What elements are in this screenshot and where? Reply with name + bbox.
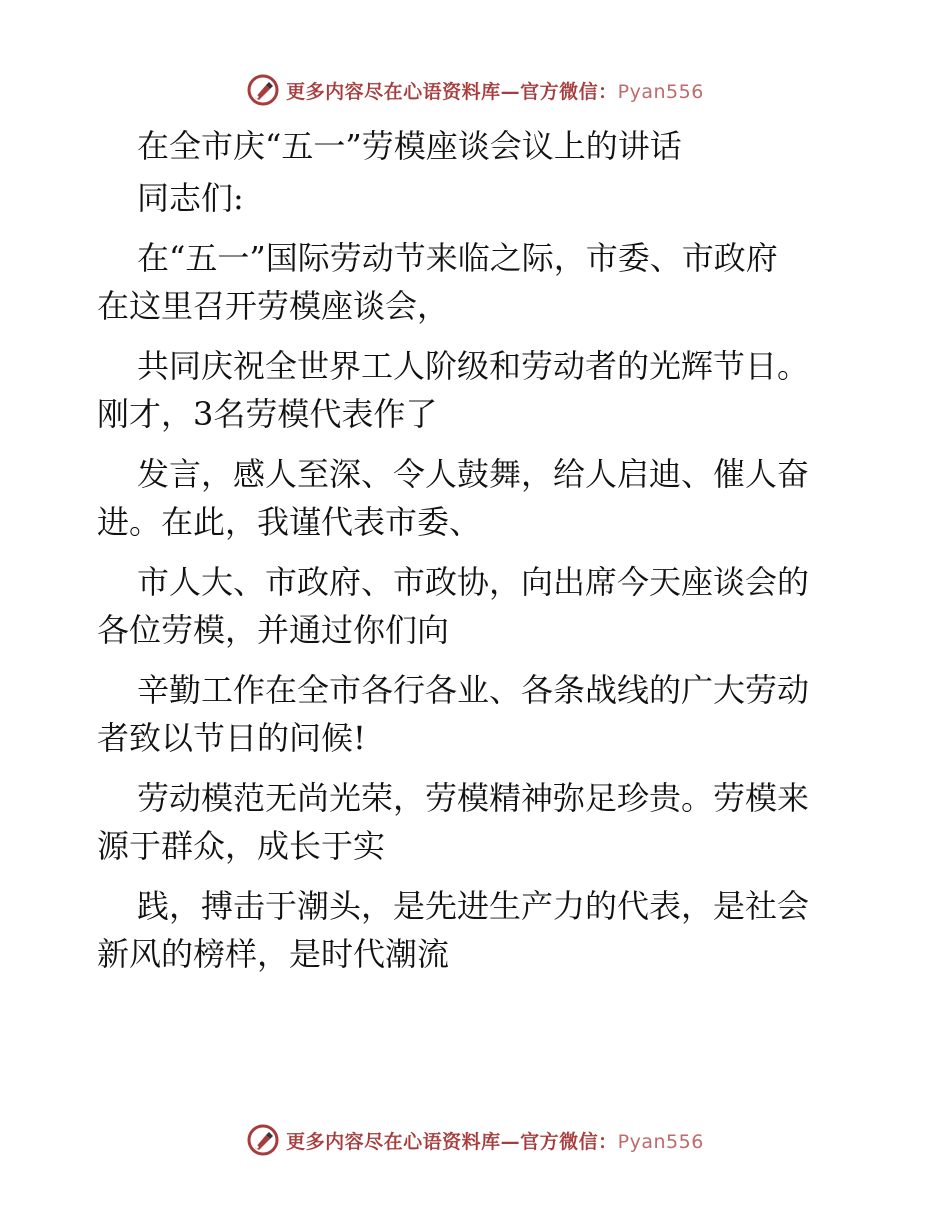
greeting: 同志们: — [137, 179, 244, 217]
body-line: 各位劳模，并通过你们向 — [97, 611, 450, 649]
body-line: 共同庆祝全世界工人阶级和劳动者的光辉节日。 — [137, 347, 810, 385]
body-line: 劳动模范无尚光荣，劳模精神弥足珍贵。劳模来 — [137, 779, 810, 817]
pen-logo-icon — [246, 73, 280, 107]
document-title: 在全市庆“五一”劳模座谈会议上的讲话 — [137, 127, 682, 165]
wechat-id: Pyan556 — [617, 80, 704, 103]
body-line: 进。在此，我谨代表市委、 — [97, 503, 482, 541]
pen-logo-icon — [246, 1123, 280, 1157]
body-line: 发言，感人至深、令人鼓舞，给人启迪、催人奋 — [137, 455, 810, 493]
body-line: 源于群众，成长于实 — [97, 827, 386, 865]
footer-banner — [0, 1120, 950, 1160]
body-line: 辛勤工作在全市各行各业、各条战线的广大劳动 — [137, 671, 810, 709]
document-body — [97, 122, 857, 978]
body-line: 在这里召开劳模座谈会， — [97, 287, 450, 325]
header-banner — [0, 70, 950, 110]
body-line: 者致以节日的问候! — [97, 719, 366, 757]
body-line: 践，搏击于潮头，是先进生产力的代表，是社会 — [137, 887, 810, 925]
body-line: 市人大、市政府、市政协，向出席今天座谈会的 — [137, 563, 810, 601]
body-line: 刚才，3名劳模代表作了 — [97, 395, 438, 433]
banner-text: 更多内容尽在心语资料库—官方微信：Pyan556 — [286, 1130, 704, 1153]
wechat-id: Pyan556 — [617, 1130, 704, 1153]
banner-text: 更多内容尽在心语资料库—官方微信：Pyan556 — [286, 80, 704, 103]
body-line: 在“五一”国际劳动节来临之际，市委、市政府 — [137, 239, 778, 277]
body-line: 新风的榜样，是时代潮流 — [97, 935, 450, 973]
